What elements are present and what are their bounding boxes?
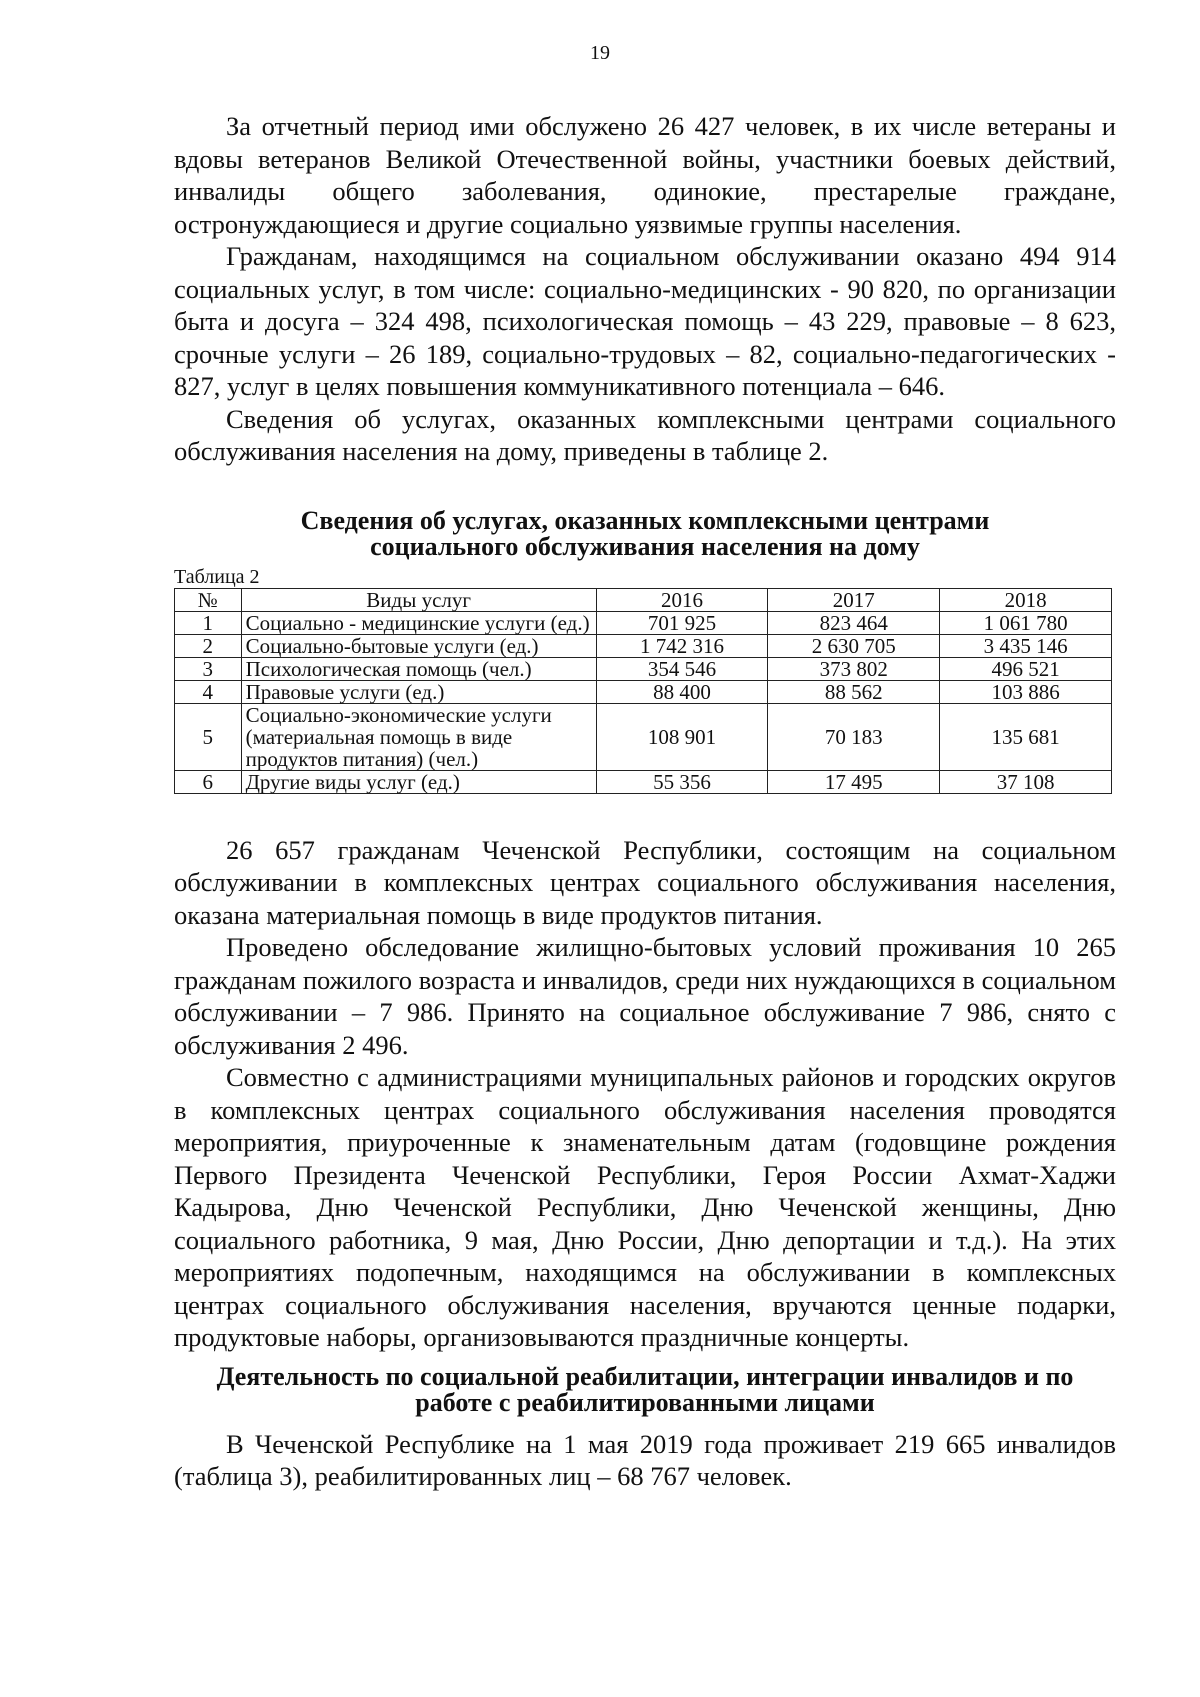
document-body — [174, 110, 1116, 1493]
row-value-2016: 701 925 — [596, 611, 768, 634]
table-row — [175, 634, 1112, 657]
row-service-name: Социально-экономические услуги (материальная помощь в виде продуктов питания) (чел.) — [241, 703, 596, 770]
row-value-2017: 373 802 — [768, 657, 940, 680]
paragraph-disabled-count: В Чеченской Республике на 1 мая 2019 года проживает 219 665 инвалидов (таблица 3), реабилитированных лиц – 68 767 человек. — [174, 1428, 1116, 1491]
row-number: 3 — [175, 657, 242, 680]
header-2016: 2016 — [596, 588, 768, 611]
row-value-2017: 88 562 — [768, 680, 940, 703]
row-value-2016: 1 742 316 — [596, 634, 768, 657]
page-number: 19 — [590, 42, 610, 64]
row-value-2018: 103 886 — [940, 680, 1112, 703]
row-service-name: Социально - медицинские услуги (ед.) — [241, 611, 596, 634]
section-title-line1: Деятельность по социальной реабилитации, интеграции инвалидов и по — [216, 1361, 1074, 1391]
row-value-2016: 354 546 — [596, 657, 768, 680]
row-number: 5 — [175, 703, 242, 770]
section-title-line2: работе с реабилитированными лицами — [415, 1387, 875, 1417]
paragraph-table-reference: Сведения об услугах, оказанных комплексными центрами социального обслуживания населения на дому, приведены в таблице 2. — [174, 403, 1116, 466]
table-row — [175, 657, 1112, 680]
row-value-2017: 17 495 — [768, 770, 940, 793]
row-number: 2 — [175, 634, 242, 657]
services-table — [174, 588, 1112, 794]
table-title-line1: Сведения об услугах, оказанных комплексными центрами — [300, 505, 990, 535]
table-row — [175, 680, 1112, 703]
header-2018: 2018 — [940, 588, 1112, 611]
row-value-2017: 70 183 — [768, 703, 940, 770]
row-value-2016: 55 356 — [596, 770, 768, 793]
row-service-name: Психологическая помощь (чел.) — [241, 657, 596, 680]
row-service-name: Правовые услуги (ед.) — [241, 680, 596, 703]
table-header-row — [175, 588, 1112, 611]
row-value-2018: 3 435 146 — [940, 634, 1112, 657]
row-value-2018: 37 108 — [940, 770, 1112, 793]
row-service-name: Социально-бытовые услуги (ед.) — [241, 634, 596, 657]
paragraph-events: Совместно с администрациями муниципальных районов и городских округов в комплексных центрах социального обслуживания населения проводятся мероприятия, приуроченные к знаменательным датам (годовщине рождения Первого Президента Чеченской Республики, Героя России Ахмат-Хаджи Кадырова, Дню Чеченской Республики, Дню Чеченской женщины, Дню социального работника, 9 мая, Дню России, Дню депортации и т.д.). На этих мероприятиях подопечным, находящимся на обслуживании в комплексных центрах социального обслуживания населения, вручаются ценные подарки, продуктовые наборы, организовываются праздничные концерты. — [174, 1062, 1116, 1352]
row-number: 4 — [175, 680, 242, 703]
header-number: № — [175, 588, 242, 611]
row-service-name: Другие виды услуг (ед.) — [241, 770, 596, 793]
row-value-2018: 1 061 780 — [940, 611, 1112, 634]
header-service-type: Виды услуг — [241, 588, 596, 611]
table-row — [175, 703, 1112, 770]
table-row — [175, 770, 1112, 793]
row-number: 1 — [175, 611, 242, 634]
paragraph-material-aid: 26 657 гражданам Чеченской Республики, состоящим на социальном обслуживании в комплексных центрах социального обслуживания населения, оказана материальная помощь в виде продуктов питания. — [174, 834, 1116, 930]
table-caption: Таблица 2 — [174, 565, 260, 588]
row-value-2017: 2 630 705 — [768, 634, 940, 657]
table-title-line2: социального обслуживания населения на дому — [370, 531, 920, 561]
row-value-2016: 88 400 — [596, 680, 768, 703]
row-value-2016: 108 901 — [596, 703, 768, 770]
row-value-2018: 496 521 — [940, 657, 1112, 680]
row-number: 6 — [175, 770, 242, 793]
paragraph-services-count: Гражданам, находящимся на социальном обслуживании оказано 494 914 социальных услуг, в том числе: социально-медицинских - 90 820, по организации быта и досуга – 324 498, психологическая помощь – 43 229, правовые – 8 623, срочные услуги – 26 189, социально-трудовых – 82, социально-педагогических - 827, услуг в целях повышения коммуникативного потенциала – 646. — [174, 241, 1116, 401]
paragraph-served: За отчетный период ими обслужено 26 427 человек, в их числе ветераны и вдовы ветеранов Великой Отечественной войны, участники боевых действий, инвалиды общего заболевания, одинокие, престарелые граждане, остронуждающиеся и другие социально уязвимые группы населения. — [174, 111, 1116, 239]
row-value-2018: 135 681 — [940, 703, 1112, 770]
paragraph-survey: Проведено обследование жилищно-бытовых условий проживания 10 265 гражданам пожилого возраста и инвалидов, среди них нуждающихся в социальном обслуживании – 7 986. Принято на социальное обслуживание 7 986, снято с обслуживания 2 496. — [174, 932, 1116, 1060]
table-row — [175, 611, 1112, 634]
header-2017: 2017 — [768, 588, 940, 611]
row-value-2017: 823 464 — [768, 611, 940, 634]
